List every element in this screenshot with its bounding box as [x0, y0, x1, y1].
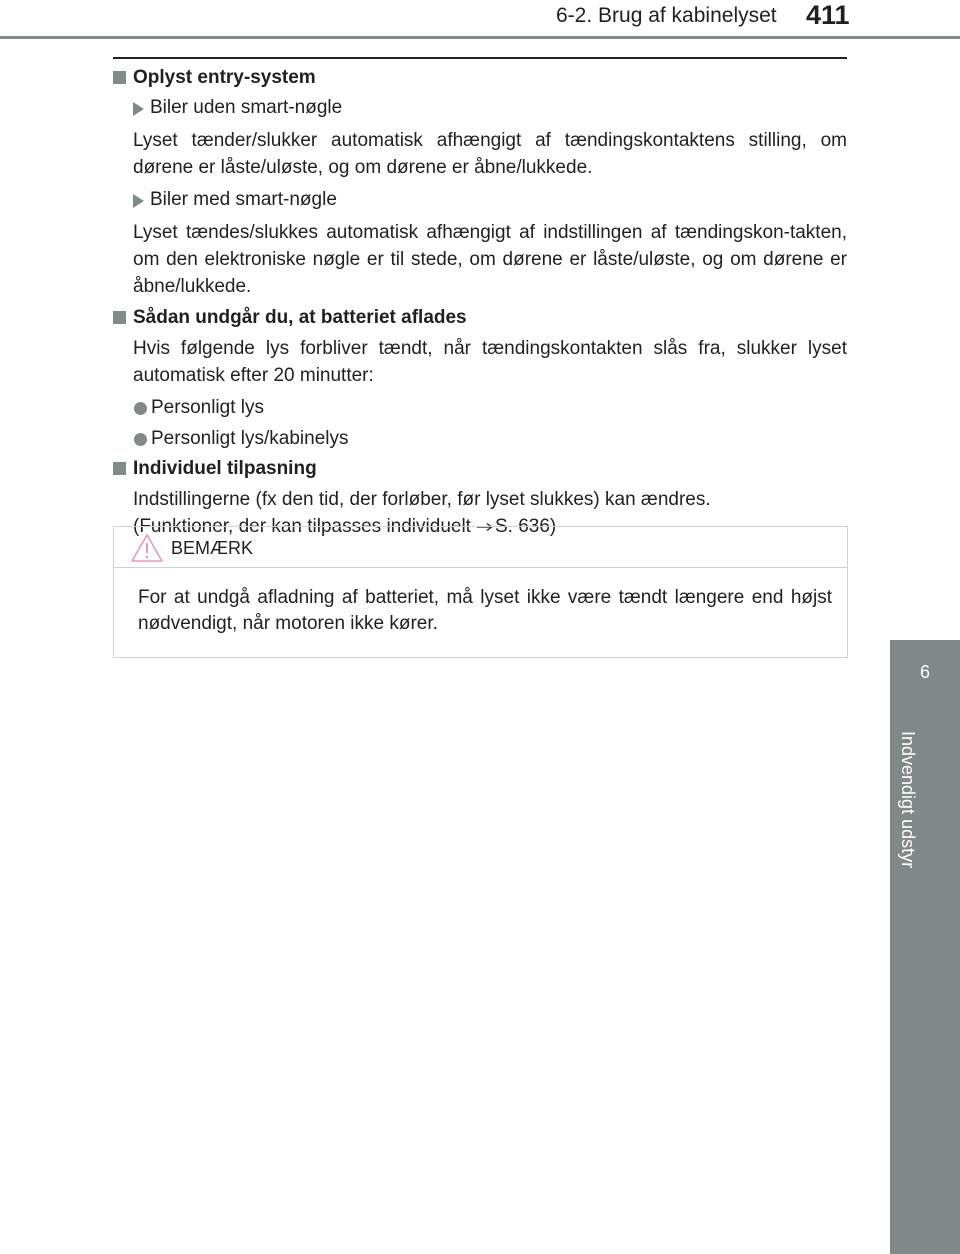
heading-text: Sådan undgår du, at batteriet aflades [133, 307, 467, 328]
page-number: 411 [806, 0, 850, 30]
notice-header [114, 527, 847, 568]
paragraph-with-smart-key: Lyset tændes/slukkes automatisk afhængigt af indstillingen af tændingskon-takten, om den elektroniske nøgle er til stede, om dørene er låste/uløste, og om dørene er åbne/lukkede. [133, 222, 847, 297]
main-content [113, 66, 847, 540]
notice-title: BEMÆRK [171, 538, 254, 558]
header-divider [0, 36, 960, 39]
chapter-title: Indvendigt udstyr [898, 731, 918, 869]
section-title: 6-2. Brug af kabinelyset [556, 4, 777, 27]
square-bullet-icon [113, 71, 126, 84]
list-item-text: Personligt lys [151, 397, 264, 418]
heading-battery [113, 306, 847, 330]
notice-box [113, 526, 848, 658]
heading-text: Individuel tilpasning [133, 458, 317, 479]
square-bullet-icon [113, 462, 126, 475]
chapter-number: 6 [919, 662, 930, 682]
heading-entry-system [113, 66, 847, 90]
triangle-bullet-icon [133, 194, 144, 208]
notice-body: For at undgå afladning af batteriet, må lyset ikke være tændt længere end højst nødvendigt, når motoren ikke kører. [138, 587, 832, 634]
subheading-text: Biler med smart-nøgle [150, 189, 337, 210]
heading-text: Oplyst entry-system [133, 67, 316, 88]
warning-triangle-icon [130, 533, 164, 568]
list-item [113, 395, 847, 421]
list-item [113, 426, 847, 452]
customization-line-1: Indstillingerne (fx den tid, der forløber, før lyset slukkes) kan ændres. [133, 489, 711, 510]
heading-customization [113, 457, 847, 481]
circle-bullet-icon [134, 402, 147, 415]
circle-bullet-icon [134, 433, 147, 446]
subheading-text: Biler uden smart-nøgle [150, 97, 343, 118]
page-reference-link[interactable]: S. 636) [494, 516, 557, 537]
content-divider [113, 57, 847, 59]
subheading-with-smart-key [113, 187, 847, 213]
paragraph-without-smart-key: Lyset tænder/slukker automatisk afhængigt af tændingskontaktens stilling, om dørene er låste/uløste, og om dørene er åbne/lukkede. [133, 130, 847, 178]
list-item-text: Personligt lys/kabinelys [151, 428, 349, 449]
paragraph-battery: Hvis følgende lys forbliver tændt, når tændingskontakten slås fra, slukker lyset automatisk efter 20 minutter: [133, 338, 847, 386]
subheading-without-smart-key [113, 95, 847, 121]
customization-line-2-prefix: (Funktioner, der kan tilpasses individuelt [133, 516, 471, 537]
square-bullet-icon [113, 311, 126, 324]
chapter-tab [890, 640, 960, 719]
triangle-bullet-icon [133, 102, 144, 116]
